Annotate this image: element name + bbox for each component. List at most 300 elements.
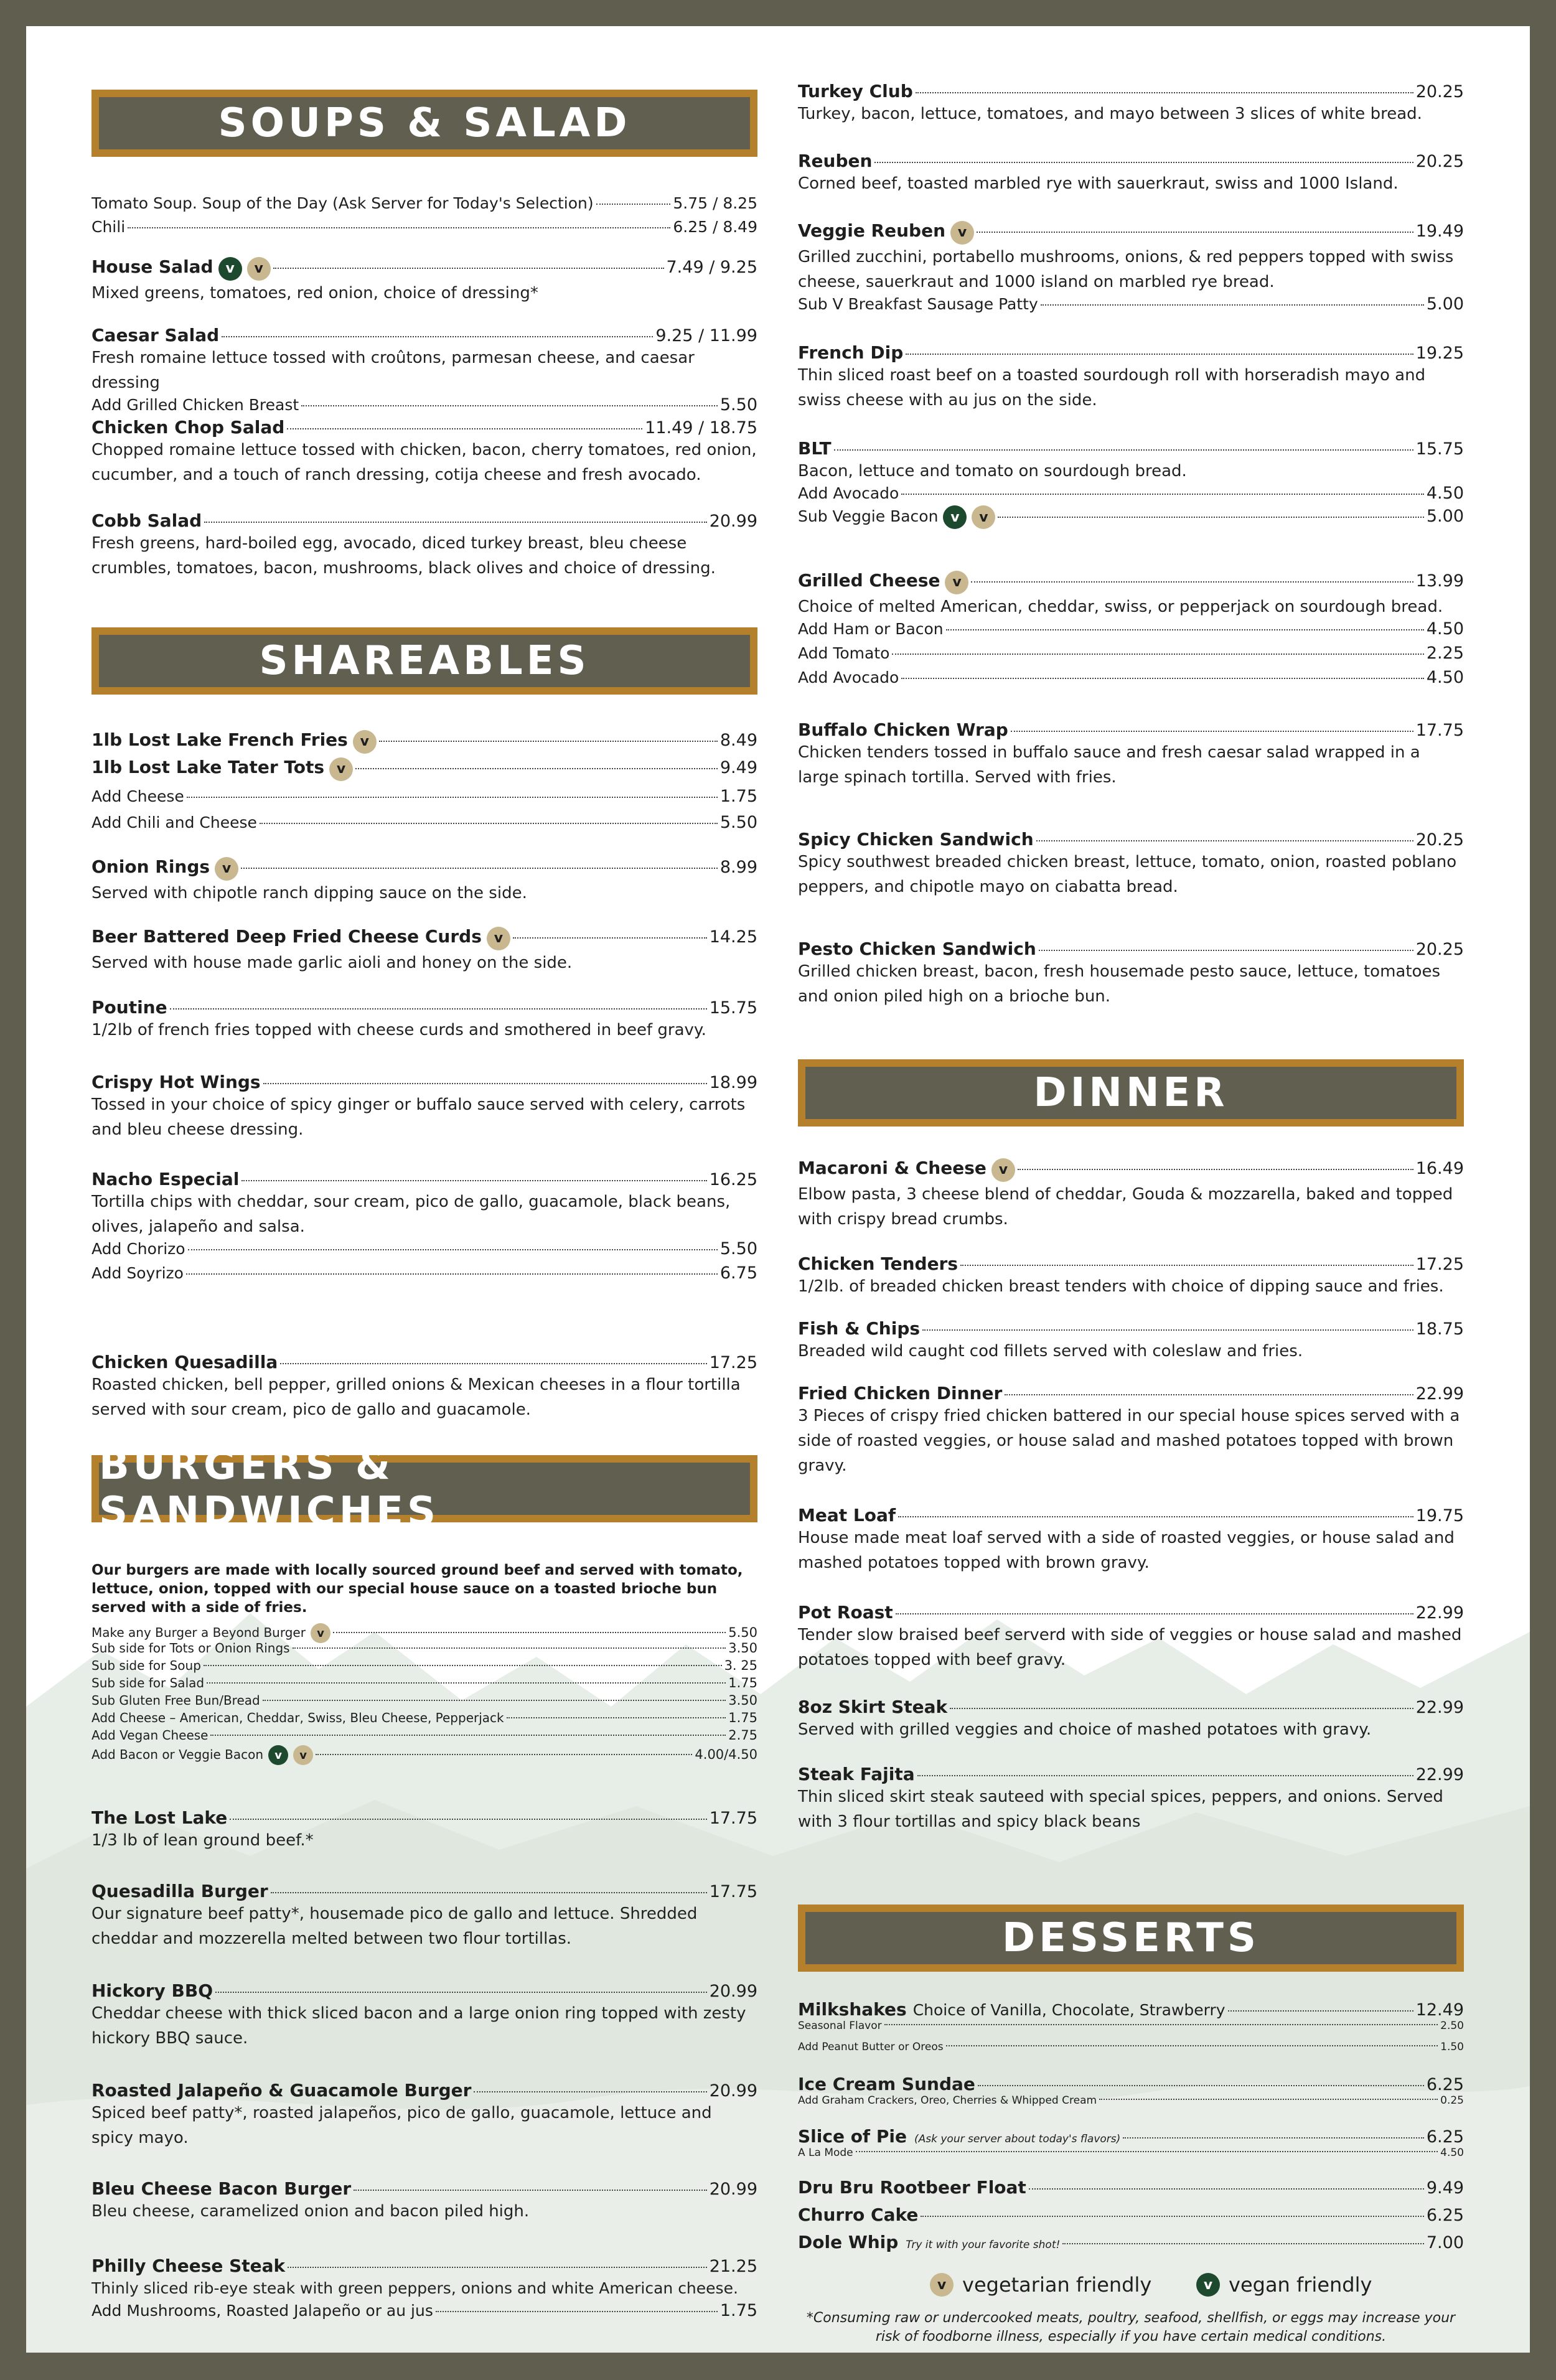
option-name: Add Cheese – American, Cheddar, Swiss, Bleu Cheese, Pepperjack [91,1710,504,1725]
item-name: French Dip [798,342,904,363]
menu-item-jalapeno-guacamole-burger [91,2080,757,2150]
item-name: Bleu Cheese Bacon Burger [91,2178,352,2199]
menu-item-macaroni-cheese [798,1158,1464,1232]
dot-leader [188,1249,718,1250]
option-name: Sub side for Salad [91,1675,205,1690]
item-name: Dru Bru Rootbeer Float [798,2177,1026,2198]
menu-item-spicy-chicken-sandwich [798,829,1464,899]
menu-item-quesadilla-burger [91,1881,757,1951]
item-description: Chicken tenders tossed in buffalo sauce and fresh caesar salad wrapped in a large spinach tortilla. Served with fries. [798,743,1420,787]
item-price: 5.75 / 8.25 [673,194,757,212]
add-on-price: 1.75 [719,2301,757,2320]
item-price: 20.25 [1415,152,1464,171]
dot-leader [186,1273,718,1275]
dot-leader [230,1819,706,1820]
item-description: Corned beef, toasted marbled rye with sauerkraut, swiss and 1000 Island. [798,174,1399,193]
dot-leader [187,797,718,798]
option-price: 1.75 [728,1675,757,1690]
option-name: Seasonal Flavor [798,2020,882,2032]
soups-salad-banner [91,90,757,157]
item-name: Buffalo Chicken Wrap [798,719,1008,740]
dot-leader [288,2267,707,2268]
option-price: 4.50 [1440,2147,1464,2159]
dot-leader [856,2151,1438,2152]
legend-vegan [1196,2273,1372,2297]
menu-item-rootbeer-float [798,2177,1464,2198]
dot-leader [901,494,1424,495]
dot-leader [474,2091,706,2092]
dot-leader [215,1992,707,1993]
dot-leader [293,1647,726,1649]
item-description: Spicy southwest breaded chicken breast, lettuce, tomato, onion, roasted poblano peppers, and chipotle mayo on ciabatta bread. [798,853,1457,896]
item-name: Dole Whip [798,2232,899,2252]
vegetarian-badge-icon: v [247,257,271,281]
vegetarian-badge-icon: v [972,505,995,529]
dot-leader [379,741,718,742]
item-price: 19.75 [1415,1506,1464,1525]
option-price: 0.25 [1440,2094,1464,2107]
dot-leader [1005,1394,1413,1395]
dot-leader [354,2190,707,2191]
option-price: 2.75 [728,1728,757,1743]
menu-item-onion-rings [91,856,757,906]
vegan-badge-icon: v [218,257,242,281]
add-on-chili-cheese [91,813,757,832]
vegetarian-badge-icon: v [991,1158,1015,1182]
section-title: DESSERTS [1001,1915,1260,1961]
item-description: Tender slow braised beef serverd with side of veggies or house salad and mashed potatoes topped with beef gravy. [798,1626,1462,1669]
menu-item-the-lost-lake [91,1807,757,1853]
option-name: Add Peanut Butter or Oreos [798,2041,944,2053]
item-price: 15.75 [709,998,757,1018]
item-price: 20.99 [709,1982,757,2001]
add-on-name: Add Soyrizo [91,1264,184,1282]
item-description: Grilled chicken breast, bacon, fresh housemade pesto sauce, lettuce, tomatoes and onion piled high on a brioche bun. [798,962,1440,1006]
item-name: Quesadilla Burger [91,1881,268,1901]
option-name: Sub side for Tots or Onion Rings [91,1641,290,1656]
dot-leader [222,336,653,337]
item-price: 20.25 [1415,830,1464,850]
item-price: 6.25 [1426,2206,1464,2225]
item-description: Served with grilled veggies and choice of mashed potatoes with gravy. [798,1720,1372,1739]
item-price: 9.49 [719,758,757,777]
section-title: BURGERS & SANDWICHES [99,1443,440,1535]
item-price: 8.49 [719,731,757,750]
item-price: 6.25 [1426,2075,1464,2094]
menu-item-pesto-chicken-sandwich [798,939,1464,1009]
item-name: 1lb Lost Lake French Fries [91,729,348,750]
item-name: Reuben [798,151,873,171]
menu-item-grilled-cheese [798,570,1464,687]
menu-item-fried-chicken-dinner [798,1383,1464,1478]
item-name: Cobb Salad [91,510,202,531]
item-description: Tortilla chips with cheddar, sour cream, pico de gallo, guacamole, black beans, olives, jalapeño and salsa. [91,1192,731,1236]
item-description: Thin sliced roast beef on a toasted sourdough roll with horseradish mayo and swiss cheese with au jus on the side. [798,366,1426,410]
dot-leader [916,92,1413,93]
item-price: 7.00 [1426,2233,1464,2252]
item-name: Macaroni & Cheese [798,1158,987,1178]
dot-leader [874,162,1413,163]
food-safety-disclaimer: *Consuming raw or undercooked meats, poultry, seafood, shellfish, or eggs may increase your risk of foodborne illness, especially if you have certain medical conditions. [806,2310,1456,2345]
dot-leader [204,1665,722,1666]
dot-leader [333,1632,726,1633]
option-name: Add Graham Crackers, Oreo, Cherries & Whipped Cream [798,2094,1097,2107]
item-name: Steak Fajita [798,1764,915,1784]
legend-label: vegan friendly [1229,2273,1372,2297]
menu-item-ice-cream-sundae [798,2074,1464,2111]
item-price: 19.25 [1415,344,1464,363]
dot-leader [977,232,1413,233]
item-description: Tossed in your choice of spicy ginger or buffalo sauce served with celery, carrots and bleu cheese dressing. [91,1095,746,1139]
item-price: 9.25 / 11.99 [655,326,757,345]
menu-item-nacho-especial [91,1169,757,1283]
legend-label: vegetarian friendly [962,2273,1152,2297]
vegan-badge-icon: v [1196,2273,1220,2297]
item-price: 20.99 [709,2081,757,2101]
item-price: 20.25 [1415,82,1464,101]
section-title: SHAREABLES [259,638,590,684]
menu-item-veggie-reuben [798,220,1464,314]
item-price: 6.25 [1426,2127,1464,2147]
option-name: Add Bacon or Veggie Bacon [91,1746,264,1762]
add-on-name: Add Cheese [91,787,184,805]
item-description: Chopped romaine lettuce tossed with chicken, bacon, cherry tomatoes, red onion, cucumber, and a touch of ranch dressing, cotija cheese and fresh avocado. [91,441,757,484]
dot-leader [898,1516,1413,1517]
dot-leader [946,2045,1438,2046]
menu-item-pot-roast [798,1602,1464,1672]
menu-item-french-fries [91,729,757,754]
item-price: 20.99 [709,2180,757,2199]
item-name: Fish & Chips [798,1318,921,1339]
item-description: Grilled zucchini, portabello mushrooms, onions, & red peppers topped with swiss cheese, sauerkraut and 1000 island on marbled rye bread. [798,247,1454,291]
item-choice: Choice of Vanilla, Chocolate, Strawberry [912,2001,1226,2019]
item-price: 18.75 [1415,1319,1464,1339]
item-description: Cheddar cheese with thick sliced bacon and a large onion ring topped with zesty hickory BBQ sauce. [91,2004,746,2048]
add-on-price: 2.25 [1426,643,1464,663]
vegetarian-badge-icon: v [930,2273,954,2297]
item-name: The Lost Lake [91,1807,228,1828]
dot-leader [946,629,1424,630]
item-name: Fried Chicken Dinner [798,1383,1003,1403]
item-description: Turkey, bacon, lettuce, tomatoes, and mayo between 3 slices of white bread. [798,105,1422,123]
menu-item-milkshakes [798,1999,1464,2057]
menu-item-blt [798,438,1464,529]
menu-item-french-dip [798,342,1464,413]
vegetarian-badge-icon: v [329,757,353,781]
dot-leader [896,1613,1413,1614]
menu-item-house-salad [91,256,757,306]
item-description: Roasted chicken, bell pepper, grilled onions & Mexican cheeses in a flour tortilla served with sour cream, pico de gallo and guacamole. [91,1375,741,1419]
menu-item-poutine [91,997,757,1042]
dot-leader [273,268,664,269]
item-price: 8.99 [719,858,757,877]
vegetarian-badge-icon: v [311,1623,330,1643]
add-on-name: Sub Veggie Bacon [798,507,939,525]
add-on-cheese [91,787,757,806]
item-price: 11.49 / 18.75 [645,418,757,438]
vegetarian-badge-icon: v [293,1745,313,1765]
burger-intro [91,1561,757,1617]
item-name: BLT [798,438,832,459]
option-price: 3.50 [728,1693,757,1708]
item-description: 3 Pieces of crispy fried chicken battered in our special house spices served with a side of roasted veggies, or house salad and mashed potatoes topped with brown gravy. [798,1407,1460,1475]
item-price: 22.99 [1415,1765,1464,1784]
item-price: 9.49 [1426,2178,1464,2198]
menu-page [26,26,1530,2353]
item-note: Try it with your favorite shot! [906,2239,1061,2251]
add-on-price: 4.50 [1426,484,1464,503]
add-on-price: 5.00 [1426,294,1464,314]
dot-leader [1062,2243,1424,2244]
add-on-price: 6.75 [719,1263,757,1283]
item-price: 13.99 [1415,571,1464,591]
dot-leader [917,1775,1413,1776]
item-name: Crispy Hot Wings [91,1072,261,1092]
vegan-badge-icon: v [943,505,967,529]
menu-item-tater-tots [91,757,757,781]
item-name: Chicken Chop Salad [91,417,285,438]
dot-leader [1039,950,1413,951]
item-name: Hickory BBQ [91,1980,213,2001]
dot-leader [921,2216,1424,2217]
dot-leader [1041,304,1424,306]
item-name: Nacho Especial [91,1169,240,1189]
item-name: Pesto Chicken Sandwich [798,939,1036,959]
dot-leader [596,204,671,205]
menu-item-reuben [798,151,1464,196]
dot-leader [960,1265,1413,1266]
menu-item-philly-cheese-steak [91,2256,757,2320]
item-price: 17.25 [1415,1255,1464,1274]
menu-item-cobb-salad [91,510,757,581]
item-price: 17.75 [709,1882,757,1901]
add-on-name: Sub V Breakfast Sausage Patty [798,294,1038,313]
vegetarian-badge-icon: v [950,221,974,245]
menu-item-steak-fajita [798,1764,1464,1834]
menu-item-chicken-tenders [798,1253,1464,1299]
add-on-price: 5.00 [1426,506,1464,526]
dot-leader [834,449,1413,451]
add-on-price: 1.75 [719,787,757,806]
option-price: 2.50 [1440,2020,1464,2032]
item-description: Thin sliced skirt steak sauteed with special spices, peppers, and onions. Served with 3 flour tortillas and spicy black beans [798,1787,1443,1831]
item-description: Bacon, lettuce and tomato on sourdough bread. [798,462,1187,480]
item-price: 19.49 [1415,222,1464,241]
item-price: 17.25 [709,1353,757,1372]
dot-leader [210,1735,726,1736]
item-price: 22.99 [1415,1603,1464,1623]
item-description: Fresh greens, hard-boiled egg, avocado, diced turkey breast, bleu cheese crumbles, tomatoes, bacon, mushrooms, black olives and choice of dressing. [91,534,716,578]
item-description: Thinly sliced rib-eye steak with green peppers, onions and white American cheese. [91,2279,738,2297]
dot-leader [241,1180,706,1181]
add-on-price: 5.50 [719,395,757,415]
dot-leader [355,768,718,769]
burgers-sandwiches-banner [91,1443,757,1535]
option-price: 1.75 [728,1710,757,1725]
item-price: 20.25 [1415,940,1464,959]
add-on-name: Add Avocado [798,484,899,502]
menu-item-slice-of-pie [798,2126,1464,2163]
item-price: 22.99 [1415,1698,1464,1717]
menu-item-hickory-bbq [91,1980,757,2051]
menu-item-chicken-quesadilla [91,1352,757,1422]
item-name: Philly Cheese Steak [91,2256,286,2276]
dot-leader [950,1708,1413,1709]
menu-item-meat-loaf [798,1505,1464,1575]
menu-item-caesar-salad [91,325,757,415]
item-description: Fresh romaine lettuce tossed with croûtons, parmesan cheese, and caesar dressing [91,349,695,392]
item-name: 8oz Skirt Steak [798,1697,948,1717]
item-description: Breaded wild caught cod fillets served with coleslaw and fries. [798,1342,1303,1361]
legend-vegetarian [930,2273,1151,2297]
section-title: DINNER [1033,1070,1229,1116]
menu-item-turkey-club [798,81,1464,126]
item-name: Tomato Soup. Soup of the Day (Ask Server for Today's Selection) [91,194,594,212]
dot-leader [241,868,718,869]
vegetarian-badge-icon: v [353,730,377,754]
section-title: SOUPS & SALAD [218,100,631,146]
menu-item-chicken-chop-salad [91,417,757,487]
item-name: Turkey Club [798,81,913,101]
item-description: Served with house made garlic aioli and honey on the side. [91,953,573,972]
dot-leader [513,937,707,939]
item-price: 15.75 [1415,439,1464,459]
add-on-price: 4.50 [1426,667,1464,687]
item-note: (Ask your server about today's flavors) [914,2133,1121,2145]
option-price: 5.50 [728,1624,757,1640]
add-on-name: Add Ham or Bacon [798,619,944,638]
item-name: Pot Roast [798,1602,893,1623]
item-price: 17.75 [1415,721,1464,740]
item-name: Churro Cake [798,2204,919,2225]
menu-item-buffalo-chicken-wrap [798,719,1464,790]
dot-leader [892,654,1423,655]
item-name: Beer Battered Deep Fried Cheese Curds [91,926,482,947]
add-on-price: 5.50 [719,813,757,832]
item-name: Chicken Tenders [798,1253,958,1274]
item-price: 7.49 / 9.25 [666,258,757,277]
vegetarian-badge-icon: v [945,571,968,594]
item-price: 21.25 [709,2257,757,2276]
dot-leader [998,517,1423,518]
item-description: Served with chipotle ranch dipping sauce on the side. [91,883,527,902]
menu-item-tomato-soup [91,194,757,212]
add-on-name: Add Mushrooms, Roasted Jalapeño or au jus [91,2302,433,2320]
dot-leader [1011,731,1413,732]
add-on-name: Add Avocado [798,668,899,686]
dot-leader [436,2311,718,2312]
item-price: 14.25 [709,927,757,947]
menu-item-churro-cake [798,2204,1464,2225]
dot-leader [263,1700,726,1701]
dot-leader [884,2024,1438,2025]
item-name: Milkshakes [798,1999,907,2020]
option-name: Add Vegan Cheese [91,1728,209,1743]
item-price: 16.25 [709,1170,757,1189]
desserts-banner [798,1904,1464,1972]
shareables-banner [91,627,757,695]
dot-leader [301,405,718,406]
menu-item-bleu-cheese-bacon-burger [91,2178,757,2224]
item-description: 1/3 lb of lean ground beef.* [91,1831,314,1850]
option-name: A La Mode [798,2147,853,2159]
dot-leader [280,1363,706,1364]
dot-leader [271,1892,707,1893]
dot-leader [128,227,670,228]
dot-leader [906,354,1413,355]
option-name: Sub Gluten Free Bun/Bread [91,1693,260,1708]
option-name: Sub side for Soup [91,1658,201,1673]
dot-leader [1029,2188,1424,2190]
vegetarian-badge-icon: v [487,927,510,950]
menu-item-hot-wings [91,1072,757,1142]
item-price: 16.49 [1415,1159,1464,1178]
option-price: 3. 25 [724,1658,757,1673]
option-price: 3.50 [728,1641,757,1656]
dot-leader [978,2085,1424,2086]
item-price: 18.99 [709,1073,757,1092]
item-name: Roasted Jalapeño & Guacamole Burger [91,2080,472,2101]
option-name: Make any Burger a Beyond Burger [91,1624,306,1640]
item-name: Chicken Quesadilla [91,1352,278,1372]
item-name: Spicy Chicken Sandwich [798,829,1034,850]
add-on-name: Add Chorizo [91,1240,185,1258]
add-on-name: Add Tomato [798,644,890,662]
menu-item-dole-whip [798,2232,1464,2252]
dot-leader [1099,2099,1438,2100]
item-description: Our signature beef patty*, housemade pico de gallo and lettuce. Shredded cheddar and mozzerella melted between two flour tortillas. [91,1904,698,1948]
item-name: Caesar Salad [91,325,220,345]
dot-leader [1123,2137,1424,2139]
item-description: Elbow pasta, 3 cheese blend of cheddar, Gouda & mozzarella, baked and topped with crispy bread crumbs. [798,1184,1453,1229]
menu-item-cheese-curds [91,926,757,975]
add-on-price: 4.50 [1426,619,1464,639]
item-description: 1/2lb. of breaded chicken breast tenders with choice of dipping sauce and fries. [798,1277,1444,1296]
dot-leader [901,678,1424,679]
item-description: Bleu cheese, caramelized onion and bacon piled high. [91,2202,530,2221]
dot-leader [260,823,718,824]
menu-item-chili [91,218,757,236]
dot-leader [922,1329,1413,1331]
option-price: 1.50 [1440,2041,1464,2053]
item-name: 1lb Lost Lake Tater Tots [91,757,325,777]
burger-intro-text: Our burgers are made with locally sourced ground beef and served with tomato, lettuce, onion, topped with our special house sauce on a toasted brioche bun served with a side of fries. [91,1562,743,1616]
item-price: 20.99 [709,512,757,531]
item-description: Spiced beef patty*, roasted jalapeños, pico de gallo, guacamole, lettuce and spicy mayo. [91,2104,712,2147]
item-name: Slice of Pie [798,2126,907,2147]
dot-leader [1228,2010,1413,2012]
vegan-badge-icon: v [268,1745,288,1765]
dot-leader [287,428,642,429]
add-on-name: Add Chili and Cheese [91,813,257,832]
item-name: Onion Rings [91,856,210,877]
item-description: Choice of melted American, cheddar, swiss, or pepperjack on sourdough bread. [798,597,1443,616]
item-name: House Salad [91,256,213,277]
add-on-price: 5.50 [719,1239,757,1258]
item-name: Meat Loaf [798,1505,896,1525]
item-name: Ice Cream Sundae [798,2074,975,2094]
dot-leader [263,1083,707,1084]
option-price: 4.00/4.50 [695,1746,757,1762]
dinner-banner [798,1059,1464,1127]
dot-leader [316,1754,692,1755]
item-name: Chili [91,218,126,236]
add-on-name: Add Grilled Chicken Breast [91,396,299,414]
item-price: 17.75 [709,1809,757,1828]
item-price: 12.49 [1415,2000,1464,2020]
item-name: Grilled Cheese [798,570,940,591]
dot-leader [971,581,1413,583]
